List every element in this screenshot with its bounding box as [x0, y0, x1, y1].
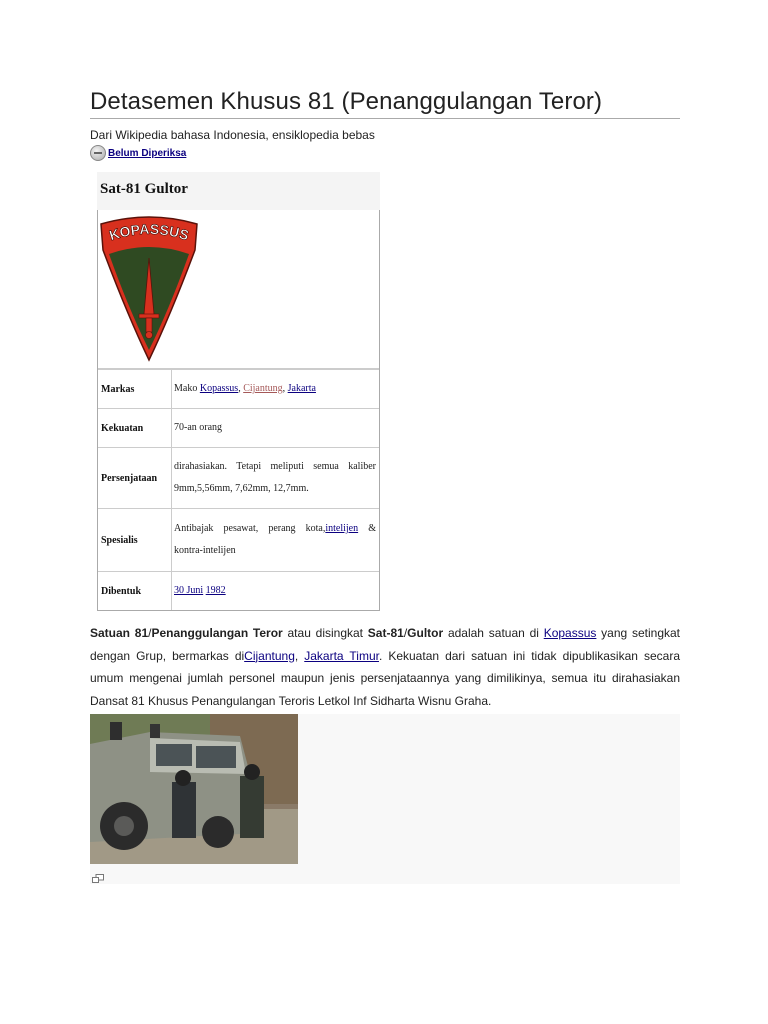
- image-gallery: [90, 714, 680, 884]
- emblem-text: KOPASSUS: [107, 220, 191, 244]
- infobox-label: Markas: [98, 370, 172, 408]
- infobox-value: [172, 572, 379, 610]
- infobox-row-dibentuk: [98, 571, 379, 610]
- infobox-value: dirahasiakan. Tetapi meliputi semua kaliber 9mm,5,56mm, 7,62mm, 12,7mm.: [174, 461, 376, 494]
- link-cijantung[interactable]: Cijantung: [243, 383, 283, 394]
- link-date[interactable]: 30 Juni: [174, 585, 204, 596]
- infobox-value: Antibajak pesawat, perang kota,intelijen & kontra-intelijen: [174, 523, 376, 556]
- photo-image-icon: [90, 714, 298, 864]
- infobox-value: Mako Kopassus, Cijantung, Jakarta: [174, 383, 316, 394]
- infobox-row-persenjataan: [98, 447, 379, 508]
- tagline: Dari Wikipedia bahasa Indonesia, ensiklopedia bebas: [90, 128, 375, 142]
- title-divider: [90, 118, 680, 119]
- intro-paragraph: Satuan 81/Penanggulangan Teror atau disingkat Sat-81/Gultor adalah satuan di Kopassus yang setingkat dengan Grup, bermarkas diCijantung, Jakarta Timur. Kekuatan dari satuan ini tidak dipublikasikan secara umum mengenai jumlah personel maupun jenis persenjataannya yang dimilikinya, semua itu dirahasiakan Dansat 81 Khusus Penangulangan Teroris Letkol Inf Sidharta Wisnu Graha.: [90, 626, 681, 708]
- infobox-row-spesialis: [98, 508, 379, 571]
- enlarge-icon[interactable]: [92, 874, 104, 883]
- review-status-icon: [90, 145, 106, 161]
- link-cijantung-body[interactable]: Cijantung: [244, 648, 295, 663]
- page-title: Detasemen Khusus 81 (Penanggulangan Teror): [90, 88, 603, 115]
- infobox-label: Persenjataan: [98, 448, 172, 508]
- link-kopassus-body[interactable]: Kopassus: [543, 626, 597, 640]
- review-status-link[interactable]: Belum Diperiksa: [108, 147, 187, 159]
- infobox-heading: Sat-81 Gultor: [97, 172, 380, 210]
- infobox-value: 70-an orang: [174, 422, 223, 433]
- link-year[interactable]: 1982: [205, 585, 226, 596]
- infobox-label: Dibentuk: [98, 572, 172, 610]
- infobox-label: Spesialis: [98, 509, 172, 571]
- armored-vehicle-photo[interactable]: [90, 714, 298, 864]
- infobox-label: Kekuatan: [98, 409, 172, 447]
- link-jakarta-timur[interactable]: Jakarta Timur: [304, 648, 379, 663]
- infobox-row-markas: [98, 369, 379, 408]
- link-jakarta[interactable]: Jakarta: [287, 383, 316, 394]
- infobox-row-kekuatan: [98, 408, 379, 447]
- kopassus-emblem-icon: [99, 214, 199, 364]
- link-kopassus[interactable]: Kopassus: [199, 383, 239, 394]
- infobox-image[interactable]: [98, 210, 379, 369]
- review-status: [90, 144, 186, 162]
- infobox: [97, 172, 380, 611]
- link-intelijen[interactable]: intelijen: [325, 523, 359, 534]
